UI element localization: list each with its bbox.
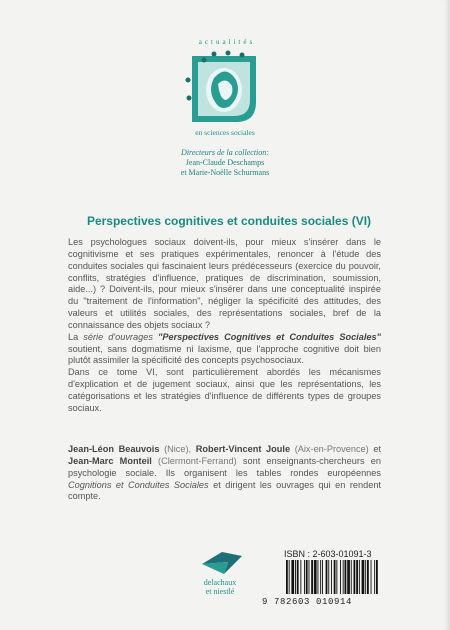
barcode-bar [300,560,301,594]
barcode-bar [322,560,323,594]
barcode-bar [291,560,294,594]
author-affiliation: (Nice), [159,444,196,454]
barcode-bar [356,560,358,594]
authors-paragraph: Jean-Léon Beauvois (Nice), Robert-Vincent Joule (Aix-en-Provence) et Jean-Marc Monteil (Clermont-Ferrand) sont enseignants-chercheurs en psychologie sociale. Ils organisent les tables rondes européennes Cognitions et Conduites Sociales et dirigent les ouvrages qui en rendent compte. [68,444,382,502]
barcode-bar [309,560,310,594]
author-name: Robert-Vincent Joule [195,444,291,454]
isbn: ISBN : 2-603-01091-3 [284,549,372,559]
round-table-name: Cognitions et Conduites Sociales [68,479,209,490]
blurb-paragraph: Les psychologues sociaux doivent-ils, pour mieux s'insérer dans le cognitivisme et ses pratiques expérimentales, renoncer à l'étude des conduites sociales qui fascinaient leurs prédécesseurs (exercice du pouvoir, conflits, stratégies d'influence, pratiques de discrimination, soumission, aide...) ? Doivent-ils, pour mieux s'insérer dans une conceptualité inspirée du "traitement de l'information", négliger la spécificité des attitudes, des valeurs et utilités sociales, des représentations sociales, bref de la connaissance des objets sociaux ? [68,237,381,330]
author-affiliation: (Clermont-Ferrand) [151,455,237,466]
series-label-top: actualités [198,38,256,46]
barcode-bar [326,560,328,594]
barcode-bar [318,560,319,594]
blurb [68,237,381,415]
barcode-bar [289,560,290,594]
barcode-bar [286,560,288,594]
barcode-bar [295,560,296,594]
barcode-bar [374,560,375,594]
barcode-bar [334,560,336,594]
barcode-bar [365,560,366,594]
barcode-bar [362,560,365,594]
publisher-name: delachaux et niestlé [203,578,237,596]
barcode-bar [340,560,341,594]
blurb-paragraph: La série d'ouvrages "Perspectives Cognitives et Conduites Sociales" soutient, sans dogmatisme ni laxisme, que l'approche cognitive doit bien plutôt assimiler la spécificité des concepts psychosociaux. [68,331,381,366]
director-name: et Marie-Noëlle Schurmans [180,168,270,177]
book-title: Perspectives cognitives et conduites sociales (VI) [86,214,372,228]
barcode-bar [354,560,356,594]
barcode-bar [351,560,352,594]
barcode-bar [336,560,337,594]
barcode-bar [345,560,347,594]
publisher-logo-icon [200,550,244,576]
author-affiliation: (Aix-en-Provence) [290,444,369,454]
director-name: Jean-Claude Deschamps [185,158,265,167]
barcode-bar [376,560,378,594]
series-phrase: série d'ouvrages [83,331,153,342]
barcode-bar [367,560,369,594]
blurb-paragraph: Dans ce tome VI, sont particulièrement abordés les mécanismes d'explication et de jugement sociaux, ainsi que les représentations, les catégorisations et les stratégies d'influence de différents types de groupes sociaux. [68,367,381,413]
series-logo-icon [184,50,264,126]
barcode-bar [347,560,350,594]
barcode-bar [311,560,313,594]
directors-heading: Directeurs de la collection: [181,148,269,157]
author-name: Jean-Marc Monteil [68,455,152,466]
barcode-bar [297,560,299,594]
series-label-bottom: en sciences sociales [195,128,255,137]
collection-directors [150,148,300,178]
barcode-bar [343,560,344,594]
series-name: "Perspectives Cognitives et Conduites Sociales" [157,331,381,342]
barcode-bar [320,560,321,594]
author-name: Jean-Léon Beauvois [68,444,160,454]
barcode-bar [306,560,308,594]
barcode-bar [371,560,372,594]
barcode [285,560,379,594]
barcode-bar [359,560,360,594]
barcode-bar [314,560,317,594]
barcode-bar [328,560,329,594]
barcode-bar [304,560,305,594]
barcode-digits: 9 782603 010914 [262,597,353,607]
barcode-bar [331,560,332,594]
